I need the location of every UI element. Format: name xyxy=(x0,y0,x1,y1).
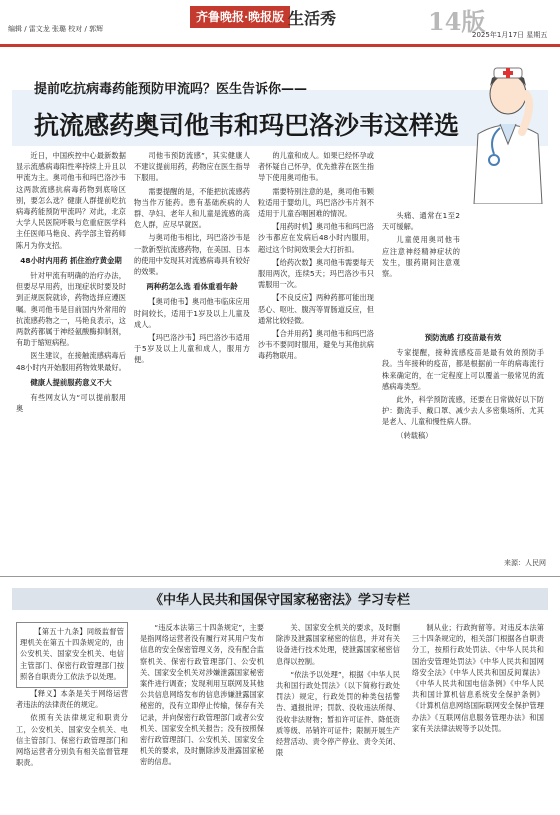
paragraph: 【第五十九条】同级监督管理机关在第五十四条规定的，由公安机关、国家安全机关、电信主管部门、保密行政管理部门按照各自职责分工依法予以处理。 xyxy=(20,627,124,681)
article1-column-3 xyxy=(258,150,374,566)
paragraph: 【释义】本条是关于网络运营者违法的法律责任的规定。 xyxy=(16,689,128,710)
article1-column-4b xyxy=(382,328,544,558)
paragraph: 【合并用药】奥司他韦和玛巴洛沙韦不要同时服用，避免与其他抗病毒药物联用。 xyxy=(258,329,374,361)
column-title: 《中华人民共和国保守国家秘密法》学习专栏 xyxy=(149,593,410,608)
section-name: 生活秀 xyxy=(288,9,337,28)
section-heading: 预防流感 打疫苗最有效 xyxy=(424,333,502,342)
paragraph: 需要提醒的是，不能把抗流感药物当作万能药。患有基础疾病的人群、孕妇、老年人和儿童是流感的高危人群，应尽早就医。 xyxy=(134,186,250,230)
section-heading: 健康人提前服药意义不大 xyxy=(30,377,112,387)
paragraph: 头痛、通常在1至2天可缓解。 xyxy=(382,211,460,232)
section-divider xyxy=(0,576,560,577)
paragraph: 关、国家安全机关的要求，及时删除涉及泄露国家秘密的信息，并对有关设备进行技术处理，使泄露国家秘密信息得以控制。 xyxy=(276,623,400,666)
article-headline: 抗流感药奥司他韦和玛巴洛沙韦这样选 xyxy=(34,111,460,140)
paragraph: “依法予以处理”，根据《中华人民共和国行政处罚法》（以下简称行政处罚法）规定，行政处罚的种类包括警告、通报批评；罚款、没收违法所得、没收非法财物；暂扣许可证件、降低资质等级、吊销许可证件；限制开展生产经营活动、责令停产停业、责令关闭、限 xyxy=(276,669,400,758)
newspaper-logo: 齐鲁晚报·晚报版 xyxy=(190,6,290,28)
paragraph: 司他韦预防流感”，其实健康人不建议提前用药，药物应在医生指导下服用。 xyxy=(134,151,250,183)
paragraph: 制从业；行政拘留等。对违反本法第三十四条规定的，相关部门根据各自职责分工，按照行政处罚法、《中华人民共和国治安管理处罚法》《中华人民共和国网络安全法》《中华人民共和国反间谍法》《中华人民共和国电信条例》《中华人民共和国计算机信息系统安全保护条例》《计算机信息网络国际联网安全保护管理办法》《互联网信息服务管理办法》和国家有关法律法规等予以处罚。 xyxy=(412,623,544,733)
editor-credits: 编辑 / 雷文龙 张璐 校对 / 郭辉 xyxy=(8,25,104,33)
article1-column-1 xyxy=(16,150,126,566)
issue-date: 2025年1月17日 星期五 xyxy=(472,31,548,39)
article2-column-4 xyxy=(412,622,544,808)
article-source: 来源：人民网 xyxy=(504,559,546,567)
paragraph: 【玛巴洛沙韦】玛巴洛沙韦适用于5岁及以上儿童和成人，服用方便。 xyxy=(134,333,250,365)
paragraph: 儿童使用奥司他韦应注意神经精神症状的发生，服药期间注意观察。 xyxy=(382,235,460,279)
paragraph: 【给药次数】奥司他韦需要每天服用两次，连续5天；玛巴洛沙韦只需服用一次。 xyxy=(258,257,374,290)
article-flu-medication xyxy=(12,60,548,570)
doctor-illustration-icon xyxy=(464,64,548,204)
law-clause-box xyxy=(16,622,128,688)
article1-column-4a xyxy=(382,210,460,330)
page-number: 14版 xyxy=(428,7,486,36)
section-heading: 48小时内用药 抓住治疗黄金期 xyxy=(20,255,122,265)
article-subtitle: 提前吃抗病毒药能预防甲流吗？医生告诉你—— xyxy=(34,82,308,97)
page-header xyxy=(0,0,560,47)
article2-column-2 xyxy=(140,622,264,808)
paragraph: 针对甲流有明确的治疗办法，但要尽早用药，出现症状时要及时到正规医院就诊，药物选择应遵医嘱。奥司他韦是目前国内外常用的抗流感药物之一，马艳良表示，这两款药都属于神经氨酸酶抑制剂，有助于缩短病程。 xyxy=(16,271,126,348)
paragraph: 与奥司他韦相比，玛巴洛沙韦是一款新型抗流感药物，在美国、日本的使用中发现其对流感病毒具有较好的效果。 xyxy=(134,233,250,277)
paragraph: 【用药时机】奥司他韦和玛巴洛沙韦都应在发病后48小时内服用，超过这个时间效果会大打折扣。 xyxy=(258,222,374,254)
article2-column-1 xyxy=(16,622,128,808)
paragraph: 近日，中国疾控中心最新数据显示流感病毒阳性率持续上升且以甲流为主。奥司他韦和玛巴洛沙韦这两款流感抗病毒药物到底啥区别，要怎么选？健康人群提前吃抗病毒药能预防甲流吗？对此，北京大学人民医院呼吸与危重症医学科主任医师马艳良、药学部主管药师陈月为你支招。 xyxy=(16,151,126,250)
paragraph: 【不良反应】两种药都可能出现恶心、呕吐、腹泻等胃肠道反应，但通常比较轻微。 xyxy=(258,293,374,325)
paragraph: 需要特别注意的是，奥司他韦颗粒适用于婴幼儿，玛巴洛沙韦片剂不适用于儿童吞咽困难的情况。 xyxy=(258,186,374,219)
section-heading: 两种药怎么选 看体重看年龄 xyxy=(146,282,238,292)
paragraph: “违反本法第三十四条规定”，主要是指网络运营者没有履行对其用户发布信息的安全保密管理义务，没有配合监察机关、保密行政管理部门、公安机关、国家安全机关对涉嫌泄露国家秘密案件进行调查；发现利用互联网及其他公共信息网络发布的信息涉嫌泄露国家秘密的，没有立即停止传输，保存有关记录，并向保密行政管理部门或者公安机关、国家安全机关报告；没有按照保密行政管理部门、公安机关、国家安全机关的要求，及时删除涉及泄露国家秘密的信息。 xyxy=(140,623,264,767)
paragraph: 医生建议，在接触流感病毒后48小时内开始服用药物效果最好。 xyxy=(16,351,126,372)
paragraph: 专家提醒，接种流感疫苗是最有效的预防手段。当年接种的疫苗，都是根据前一年的病毒流行株来确定的，在一定程度上可以覆盖一般常见的流感病毒类型。 xyxy=(382,348,544,391)
paragraph: 的儿童和成人。如果已经怀孕或者怀疑自己怀孕，优先推荐在医生指导下使用奥司他韦。 xyxy=(258,151,374,183)
article1-column-2 xyxy=(134,150,250,566)
paragraph: 此外，科学预防流感，还要在日常做好以下防护：勤洗手、戴口罩、减少去人多密集场所、尤其是老人、儿童和慢性病人群。 xyxy=(382,395,544,427)
paragraph: （转载稿） xyxy=(396,430,433,440)
paragraph: 有些网友认为“可以提前服用奥 xyxy=(16,393,126,414)
paragraph: 【奥司他韦】奥司他韦临床应用时间较长，适用于1岁及以上儿童及成人。 xyxy=(134,297,250,329)
paragraph: 依照有关法律规定和职责分工，公安机关、国家安全机关、电信主管部门、保密行政管理部门和网络运营者分别负有相关监督管理职责。 xyxy=(16,713,128,768)
article2-column-3 xyxy=(276,622,400,808)
